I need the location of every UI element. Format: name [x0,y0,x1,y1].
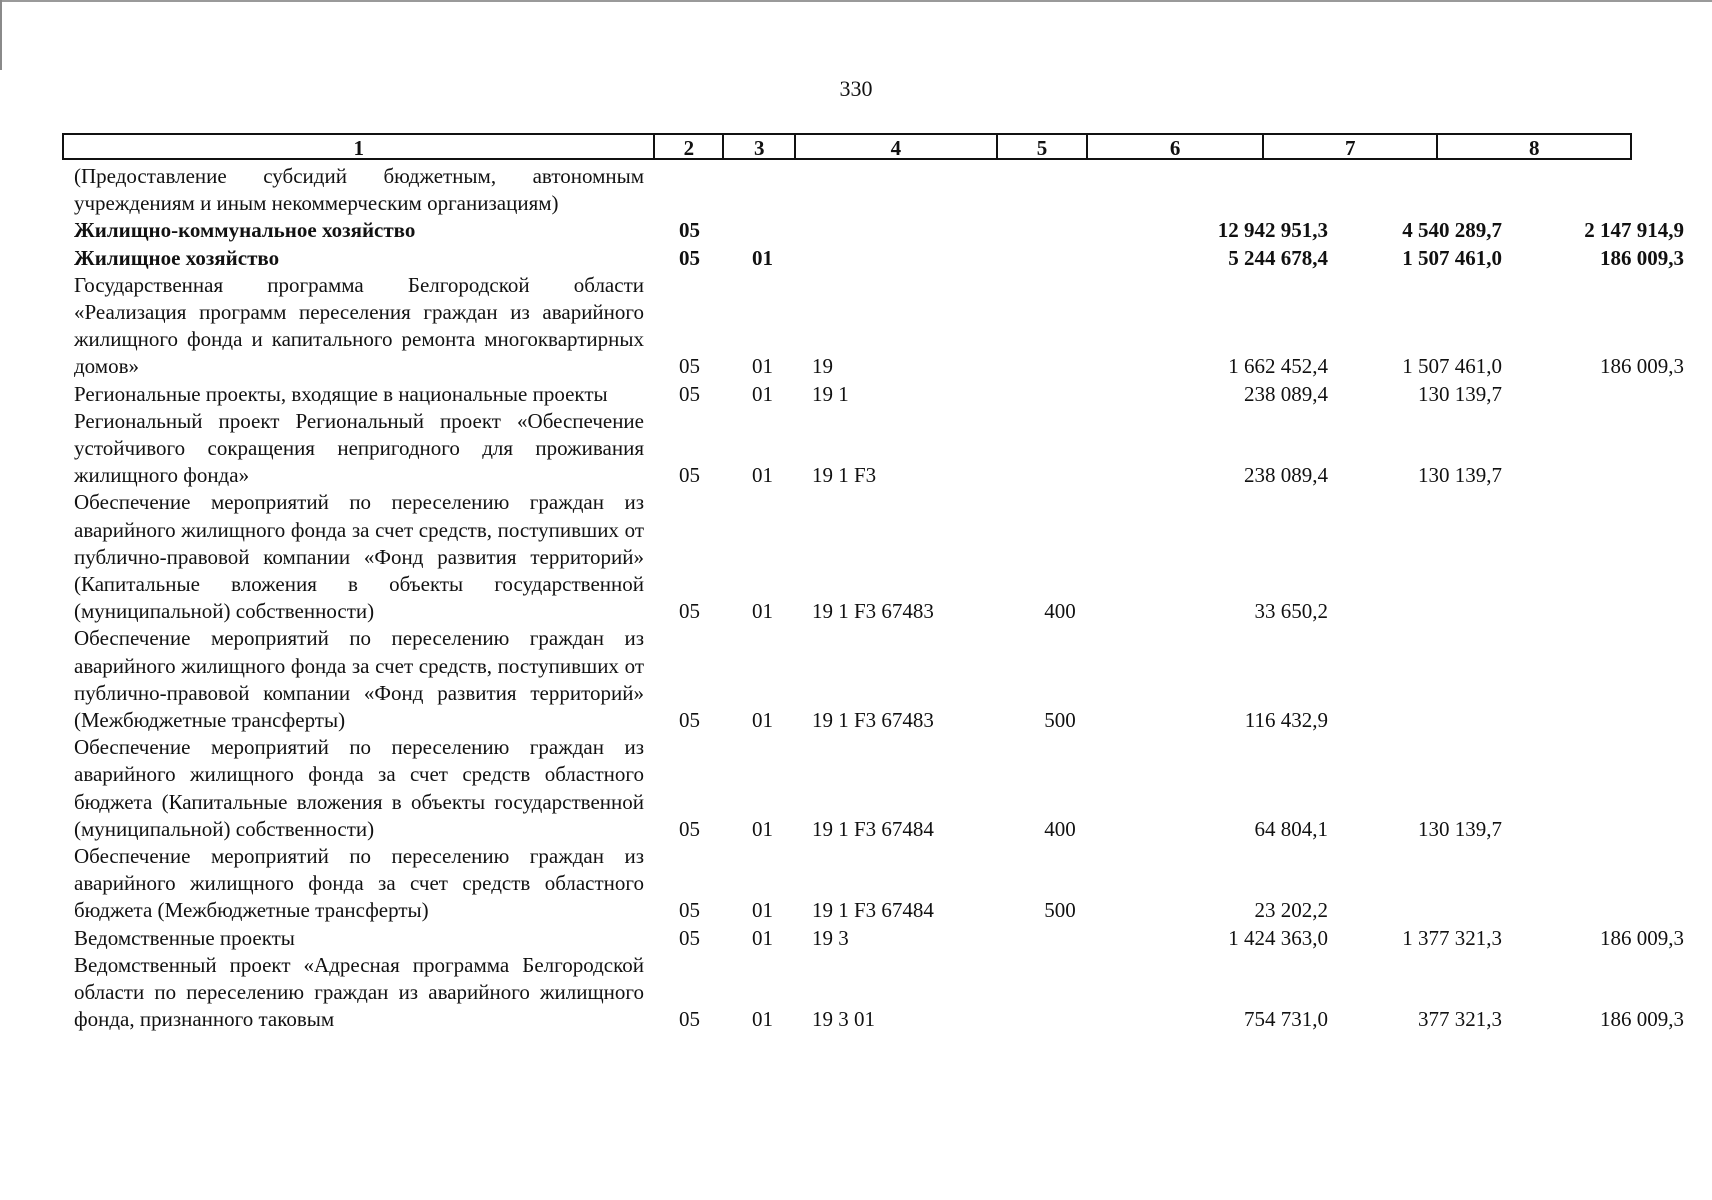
cell-amount-6: 238 089,4 [1244,463,1328,488]
table-body [74,163,1684,1034]
cell-subsection: 01 [752,354,773,379]
cell-subsection: 01 [752,245,773,270]
cell-subsection: 01 [752,599,773,624]
cell-expense-type: 400 [1044,599,1076,624]
cell-subsection: 01 [752,381,773,406]
table-row [74,843,1634,925]
table-row [74,489,1634,625]
cell-section: 05 [679,898,700,923]
cell-section: 05 [679,463,700,488]
cell-amount-6: 12 942 951,3 [1217,218,1328,243]
table-row [74,925,1684,952]
cell-amount-7: 130 139,7 [1418,463,1502,488]
cell-amount-7: 377 321,3 [1418,1007,1502,1032]
cell-amount-8: 186 009,3 [1600,925,1684,950]
header-col-6: 6 [1088,135,1264,158]
cell-amount-8: 186 009,3 [1600,1007,1684,1032]
row-description: Ведомственный проект «Адресная программа Белгородской области по переселению граждан из аварийного жилищного фонда, признанного таковым [74,952,644,1032]
scan-edge-left [0,0,2,70]
cell-amount-6: 5 244 678,4 [1228,245,1328,270]
cell-subsection: 01 [752,898,773,923]
row-description: Региональные проекты, входящие в национальные проекты [74,381,608,406]
header-col-5: 5 [998,135,1089,158]
cell-amount-8: 186 009,3 [1600,245,1684,270]
table-row [74,625,1634,734]
table-row [74,734,1634,843]
row-description: Обеспечение мероприятий по переселению граждан из аварийного жилищного фонда за счет средств, поступивших от публично-правовой компании «Фонд развития территорий» (Капитальные вложения в объекты государственной (муниципальной) собственности) [74,490,644,624]
row-description: Обеспечение мероприятий по переселению граждан из аварийного жилищного фонда за счет средств областного бюджета (Капитальные вложения в объекты государственной (муниципальной) собственности) [74,735,644,841]
cell-subsection: 01 [752,708,773,733]
row-description: Жилищное хозяйство [74,245,280,270]
cell-amount-6: 1 424 363,0 [1228,925,1328,950]
cell-amount-6: 238 089,4 [1244,381,1328,406]
cell-subsection: 01 [752,463,773,488]
cell-expense-type: 400 [1044,816,1076,841]
header-col-7: 7 [1264,135,1439,158]
cell-subsection: 01 [752,925,773,950]
cell-section: 05 [679,1007,700,1032]
cell-section: 05 [679,218,700,243]
cell-section: 05 [679,925,700,950]
cell-target-code: 19 1 F3 67483 [812,708,934,733]
table-row [74,272,1684,381]
cell-amount-7: 1 507 461,0 [1402,354,1502,379]
scan-edge-top [0,0,1712,2]
cell-amount-7: 1 377 321,3 [1402,925,1502,950]
row-description: Жилищно-коммунальное хозяйство [74,218,416,243]
cell-section: 05 [679,599,700,624]
cell-expense-type: 500 [1044,898,1076,923]
cell-subsection: 01 [752,816,773,841]
cell-target-code: 19 3 [812,925,849,950]
cell-amount-7: 130 139,7 [1418,381,1502,406]
header-col-3: 3 [724,135,796,158]
cell-section: 05 [679,708,700,733]
cell-section: 05 [679,354,700,379]
row-description: Государственная программа Белгородской области «Реализация программ переселения граждан из аварийного жилищного фонда и капитального ремонта многоквартирных домов» [74,272,644,379]
cell-amount-8: 186 009,3 [1600,354,1684,379]
cell-target-code: 19 1 F3 67483 [812,599,934,624]
cell-amount-6: 33 650,2 [1254,599,1328,624]
cell-target-code: 19 3 01 [812,1007,875,1032]
cell-amount-7: 1 507 461,0 [1402,245,1502,270]
table-row [74,245,1684,272]
header-col-1: 1 [64,135,655,158]
header-col-4: 4 [796,135,997,158]
row-description: Региональный проект Региональный проект «Обеспечение устойчивого сокращения непригодного для проживания жилищного фонда» [74,408,644,488]
cell-amount-6: 23 202,2 [1254,898,1328,923]
cell-section: 05 [679,245,700,270]
cell-amount-8: 2 147 914,9 [1584,218,1684,243]
header-col-2: 2 [655,135,724,158]
row-description: Обеспечение мероприятий по переселению граждан из аварийного жилищного фонда за счет средств областного бюджета (Межбюджетные трансферты) [74,844,644,923]
row-description: (Предоставление субсидий бюджетным, автономным учреждениям и иным некоммерческим организациям) [74,164,644,216]
cell-section: 05 [679,816,700,841]
table-row [74,952,1684,1034]
cell-amount-7: 4 540 289,7 [1402,218,1502,243]
row-description: Ведомственные проекты [74,925,295,950]
cell-target-code: 19 1 [812,381,849,406]
table-row [74,163,1634,217]
header-col-8: 8 [1528,136,1540,160]
cell-amount-7: 130 139,7 [1418,816,1502,841]
cell-target-code: 19 1 F3 [812,463,877,488]
cell-amount-6: 1 662 452,4 [1228,354,1328,379]
table-header [62,133,1632,160]
cell-amount-6: 64 804,1 [1254,816,1328,841]
row-description: Обеспечение мероприятий по переселению граждан из аварийного жилищного фонда за счет средств, поступивших от публично-правовой компании «Фонд развития территорий» (Межбюджетные трансферты) [74,626,644,733]
cell-target-code: 19 [812,354,833,379]
cell-expense-type: 500 [1044,708,1076,733]
table-row [74,217,1684,244]
table-row [74,381,1634,408]
page-number: 330 [839,76,873,101]
cell-target-code: 19 1 F3 67484 [812,816,934,841]
cell-amount-6: 116 432,9 [1244,708,1328,733]
table-row [74,408,1634,490]
cell-subsection: 01 [752,1007,773,1032]
cell-section: 05 [679,381,700,406]
cell-amount-6: 754 731,0 [1244,1007,1328,1032]
cell-target-code: 19 1 F3 67484 [812,898,934,923]
